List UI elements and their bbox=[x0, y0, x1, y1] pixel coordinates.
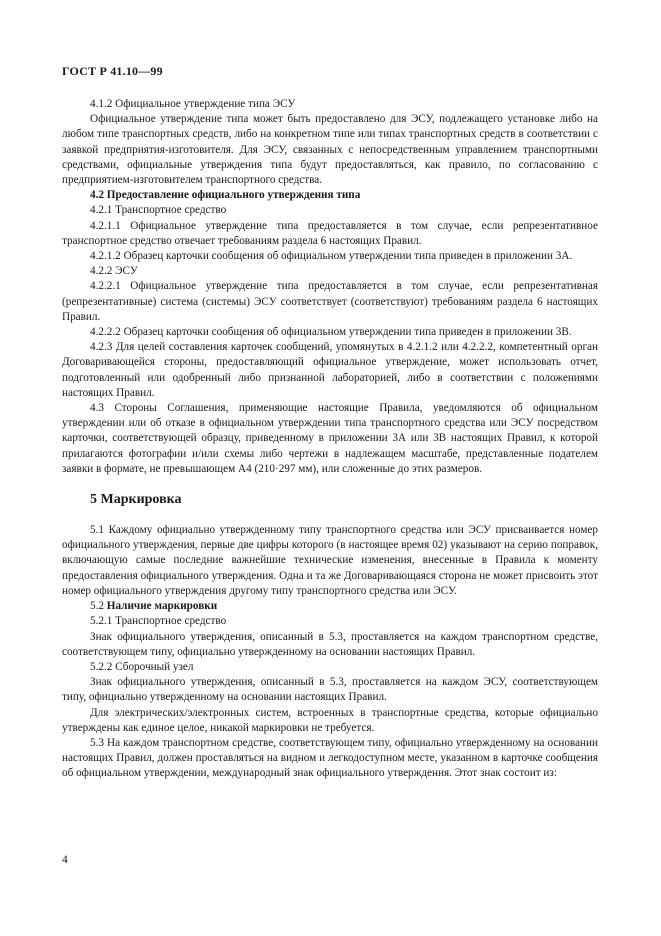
paragraph-5-2-1: 5.2.1 Транспортное средство bbox=[90, 615, 227, 628]
paragraph-4-2-1-2: 4.2.1.2 Образец карточки сообщения об официальном утверждении типа приведен в приложении 3А. bbox=[90, 250, 573, 263]
paragraph-4-1-2-heading: 4.1.2 Официальное утверждение типа ЭСУ bbox=[90, 98, 296, 110]
paragraph-5-1: 5.1 Каждому официально утвержденному типу транспортного средства или ЭСУ присваивается номер официального утверждения, первые две цифры которого (в настоящее время 02) указывают на серию поправок, включающую самые последние важнейшие технические изменения, внесенные в Правила к моменту предоставления официального утверждения. Одна и та же Договаривающаяся сторона не может присвоить этот номер официального утверждения другому типу транспортного средства или ЭСУ. bbox=[62, 524, 598, 597]
document-body bbox=[62, 97, 598, 782]
section-5-title: 5 Маркировка bbox=[90, 492, 182, 508]
paragraph-5-2-title: Наличие маркировки bbox=[106, 600, 218, 613]
paragraph-4-2-3: 4.2.3 Для целей составления карточек сообщений, упомянутых в 4.2.1.2 или 4.2.2.2, компетентный орган Договаривающейся стороны, предоставляющий официальное утверждение, может использовать отчет, подготовленный или одобренный либо признанной лабораторией, либо в соответствии с положениями настоящих Правил. bbox=[62, 341, 598, 399]
paragraph-4-2-2-1: 4.2.2.1 Официальное утверждение типа предоставляется в том случае, если репрезентативная (репрезентативные) система (системы) ЭСУ соответствует (соответствуют) требованиям раздела 6 настоящих Правил. bbox=[62, 280, 598, 323]
paragraph-5-2-2: 5.2.2 Сборочный узел bbox=[90, 660, 194, 673]
paragraph-4-2-1: 4.2.1 Транспортное средство bbox=[90, 204, 227, 217]
paragraph-5-2-number: 5.2 bbox=[90, 600, 107, 613]
paragraph-4-2-2-2: 4.2.2.2 Образец карточки сообщения об официальном утверждении типа приведен в приложении 3В. bbox=[90, 326, 572, 339]
paragraph-4-3: 4.3 Стороны Соглашения, применяющие настоящие Правила, уведомляются об официальном утверждении или об отказе в официальном утверждении типа транспортного средства или ЭСУ посредством карточки, соответствующей образцу, приведенному в приложении 3А или 3В настоящих Правил, к которой прилагаются фотографии и/или схемы либо чертежи в надлежащем масштабе, представленные подателем заявки в формате, не превышающем А4 (210·297 мм), или сложенные до этих размеров. bbox=[62, 402, 598, 475]
paragraph-5-2-2-text: Знак официального утверждения, описанный в 5.3, проставляется на каждом ЭСУ, соответствующем типу, официально утвержденному на основании настоящих Правил. bbox=[62, 676, 598, 704]
document-header: ГОСТ Р 41.10—99 bbox=[62, 64, 163, 78]
paragraph-4-1-2-text: Официальное утверждение типа может быть предоставлено для ЭСУ, подлежащего установке либо на любом типе транспортных средств, либо на конкретном типе или типах транспортных средств в соответствии с заявкой предприятия-изготовителя. Для ЭСУ, связанных с непосредственным управлением транспортными средствами, официальные утверждения типа будут предоставляться, как правило, по согласованию с предприятием-изготовителем транспортного средства. bbox=[62, 113, 598, 187]
page-number: 4 bbox=[62, 854, 68, 866]
heading-4-2: 4.2 Предоставление официального утверждения типа bbox=[90, 189, 361, 202]
paragraph-5-2-heading bbox=[62, 599, 598, 614]
paragraph-4-2-1-1: 4.2.1.1 Официальное утверждение типа предоставляется в том случае, если репрезентативное транспортное средство отвечает требованиям раздела 6 настоящих Правил. bbox=[62, 219, 598, 247]
paragraph-5-2-2-systems: Для электрических/электронных систем, встроенных в транспортные средства, которые официально утверждены как единое целое, никакой маркировки не требуется. bbox=[62, 706, 598, 734]
paragraph-5-3: 5.3 На каждом транспортном средстве, соответствующем типу, официально утвержденному на основании настоящих Правил, должен проставляться на видном и легкодоступном месте, указанном в карточке сообщения об официальном утверждении, международный знак официального утверждения. Этот знак состоит из: bbox=[62, 736, 598, 780]
paragraph-5-2-1-text: Знак официального утверждения, описанный в 5.3, проставляется на каждом транспортном средстве, соответствующем типу, официально утвержденному на основании настоящих Правил. bbox=[62, 630, 598, 658]
paragraph-4-2-2: 4.2.2 ЭСУ bbox=[90, 265, 138, 278]
